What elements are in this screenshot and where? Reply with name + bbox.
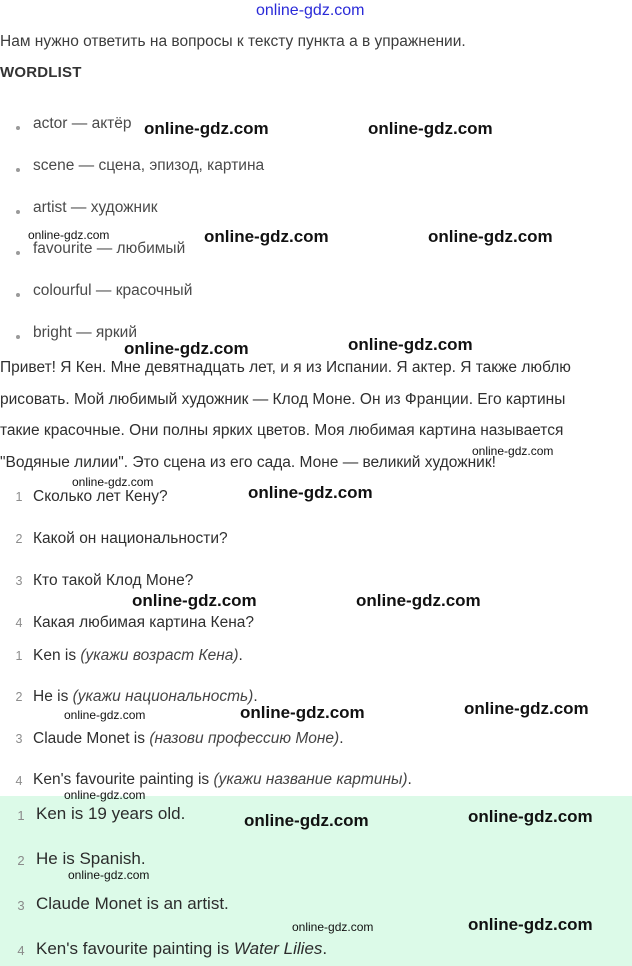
wordlist-item: actor — актёр	[33, 115, 132, 132]
prompt-lead: Ken's favourite painting is	[33, 771, 214, 788]
bullet-icon	[16, 126, 20, 130]
question-text: Какой он национальности?	[33, 530, 228, 547]
answer-text	[36, 849, 146, 869]
answer-lead: Claude Monet is an artist.	[36, 894, 229, 913]
watermark-top: online-gdz.com	[256, 2, 365, 19]
wordlist-item: favourite — любимый	[33, 240, 186, 257]
answer-end: .	[322, 939, 328, 958]
prompt-hint: (укажи возраст Кена)	[80, 647, 239, 664]
prompt-number: 3	[15, 732, 23, 746]
answer-text	[36, 804, 185, 824]
story-line: такие красочные. Они полны ярких цветов. Моя любимая картина называется	[0, 422, 564, 439]
prompt-text	[33, 647, 243, 665]
wordlist-item: artist — художник	[33, 199, 158, 216]
prompt-lead: He is	[33, 688, 73, 705]
prompt-number: 1	[15, 649, 23, 663]
watermark: online-gdz.com	[64, 788, 146, 802]
watermark: online-gdz.com	[64, 708, 146, 722]
story-line: "Водяные лилии". Это сцена из его сада. Моне — великий художник!	[0, 453, 496, 471]
watermark: online-gdz.com	[124, 339, 249, 358]
watermark: online-gdz.com	[132, 591, 257, 610]
watermark: online-gdz.com	[464, 699, 589, 718]
watermark: online-gdz.com	[68, 868, 150, 882]
answer-italic: Water Lilies	[233, 939, 323, 958]
prompt-end: .	[253, 688, 258, 705]
watermark: online-gdz.com	[468, 807, 593, 826]
prompt-end: .	[407, 771, 412, 788]
prompt-end: .	[339, 730, 344, 747]
prompt-number: 2	[15, 690, 23, 704]
answer-lead: He is Spanish.	[36, 849, 146, 868]
answer-lead: Ken's favourite painting is	[36, 939, 234, 958]
story-text	[0, 352, 628, 478]
watermark: online-gdz.com	[72, 475, 154, 489]
watermark: online-gdz.com	[472, 444, 554, 458]
question-number: 2	[15, 532, 23, 546]
watermark: online-gdz.com	[348, 335, 473, 354]
intro-text: Нам нужно ответить на вопросы к тексту пункта а в упражнении.	[0, 33, 466, 50]
bullet-icon	[16, 210, 20, 214]
prompt-number: 4	[15, 774, 23, 788]
watermark: online-gdz.com	[244, 811, 369, 830]
watermark: online-gdz.com	[240, 703, 365, 722]
prompt-hint: (укажи национальность)	[72, 688, 254, 705]
answer-number: 3	[17, 898, 25, 913]
question-number: 1	[15, 490, 23, 504]
watermark: online-gdz.com	[144, 119, 269, 138]
watermark: online-gdz.com	[368, 119, 493, 138]
answer-lead: Ken is 19 years old.	[36, 804, 186, 823]
story-line: рисовать. Мой любимый художник — Клод Моне. Он из Франции. Его картины	[0, 390, 566, 408]
watermark: online-gdz.com	[28, 228, 110, 242]
story-line: Привет! Я Кен. Мне девятнадцать лет, и я из Испании. Я актер. Я также люблю	[0, 359, 571, 376]
answer-number: 1	[17, 808, 25, 823]
question-number: 3	[15, 574, 23, 588]
watermark: online-gdz.com	[292, 920, 374, 934]
answer-number: 2	[17, 853, 25, 868]
wordlist-item: bright — яркий	[33, 324, 137, 341]
question-text: Кто такой Клод Моне?	[33, 572, 194, 589]
watermark: online-gdz.com	[356, 591, 481, 610]
wordlist-item: scene — сцена, эпизод, картина	[33, 157, 265, 174]
bullet-icon	[16, 335, 20, 339]
bullet-icon	[16, 168, 20, 172]
watermark: online-gdz.com	[248, 483, 373, 502]
prompt-text	[33, 688, 258, 706]
prompt-lead: Claude Monet is	[33, 730, 150, 747]
bullet-icon	[16, 251, 20, 255]
prompt-text	[33, 771, 412, 789]
watermark: online-gdz.com	[428, 227, 553, 246]
question-text: Какая любимая картина Кена?	[33, 614, 254, 631]
answer-number: 4	[17, 943, 25, 958]
prompt-hint: (назови профессию Моне)	[149, 730, 340, 747]
wordlist-item: colourful — красочный	[33, 282, 193, 299]
watermark: online-gdz.com	[204, 227, 329, 246]
watermark: online-gdz.com	[468, 915, 593, 934]
prompt-hint: (укажи название картины)	[213, 771, 408, 788]
prompt-lead: Ken is	[33, 647, 81, 664]
question-text: Сколько лет Кену?	[33, 488, 168, 505]
prompt-end: .	[238, 647, 243, 664]
prompt-text	[33, 730, 344, 748]
answer-text	[36, 939, 327, 959]
question-number: 4	[15, 616, 23, 630]
wordlist-title: WORDLIST	[0, 64, 82, 81]
answer-text	[36, 894, 229, 914]
bullet-icon	[16, 293, 20, 297]
